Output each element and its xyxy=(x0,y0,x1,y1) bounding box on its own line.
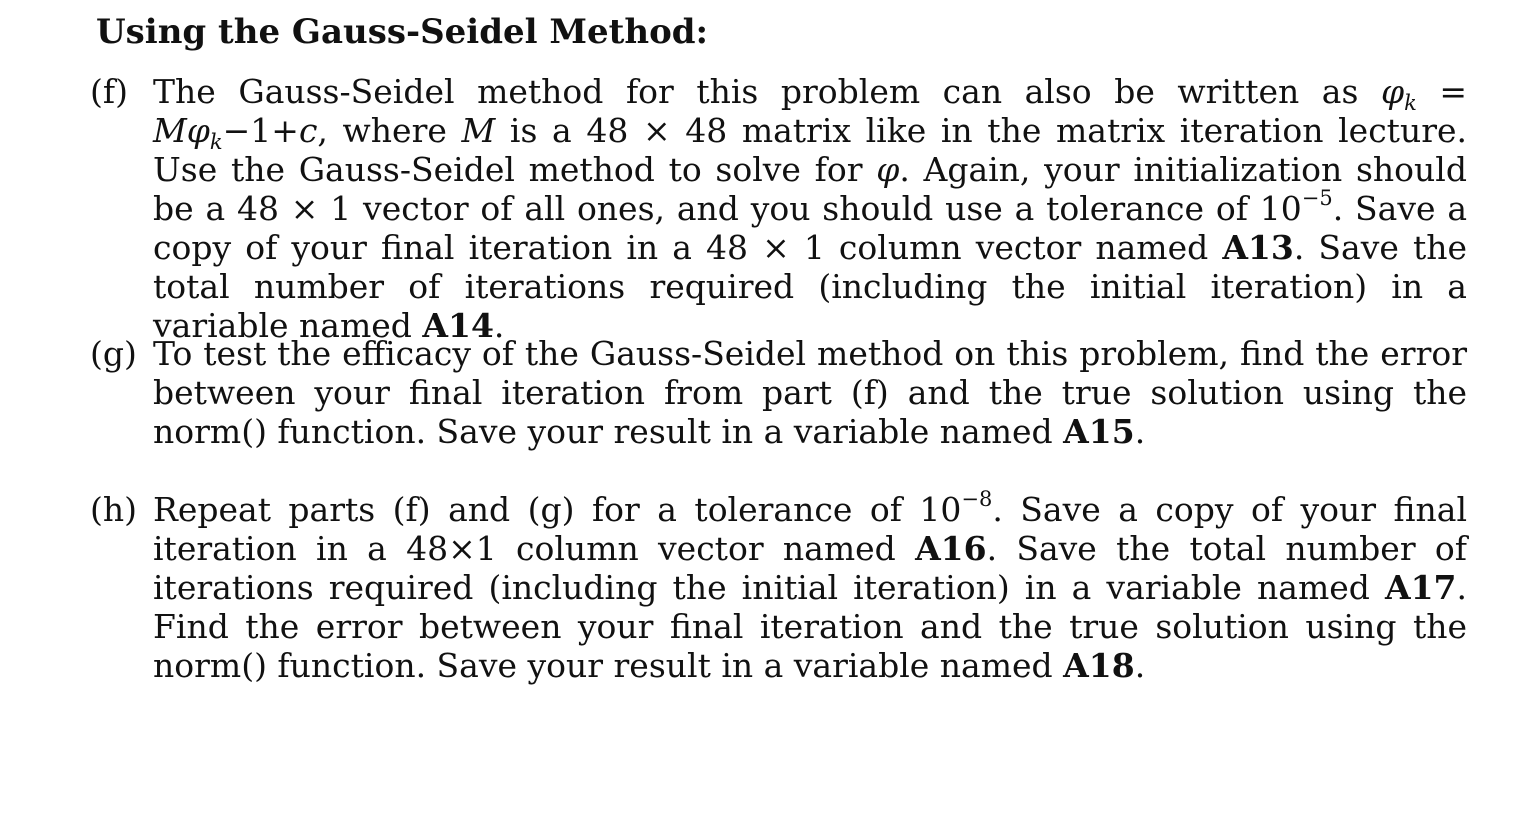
part-g-text-2: . xyxy=(1134,412,1146,451)
part-g-text-1: To test the efficacy of the Gauss-Seidel method on this problem, find the error between your final iteration from part (f) and the true solution using the norm() function. Save your result in a variable named xyxy=(153,334,1467,451)
part-h-text xyxy=(153,487,1467,685)
math-matrix-m-2: M xyxy=(461,111,496,150)
math-c: c xyxy=(298,111,318,150)
part-f-text-3: is a 48 × 48 matrix like in the matrix iteration lecture. Use the Gauss-Seidel method to solve for xyxy=(153,111,1467,189)
math-subscript-k: k xyxy=(1404,91,1417,115)
math-matrix-m: M xyxy=(153,111,187,150)
math-phi-2: φ xyxy=(186,111,210,150)
part-h-label: (h) xyxy=(90,490,138,529)
variable-a16: A16 xyxy=(915,529,987,568)
part-f-text-1: The Gauss-Seidel method for this problem can also be written as xyxy=(153,72,1381,111)
variable-a17: A17 xyxy=(1384,568,1457,607)
part-h-text-4: . Find the error between your final iteration and the true solution using the norm() function. Save your result in a variable named xyxy=(153,568,1467,685)
section-heading: Using the Gauss-Seidel Method: xyxy=(96,12,709,52)
tolerance-exponent-2: −8 xyxy=(961,487,993,511)
part-h-text-5: . xyxy=(1134,646,1146,685)
math-phi: φ xyxy=(1380,72,1405,111)
part-f-text xyxy=(153,72,1467,345)
part-f xyxy=(90,72,1467,345)
part-f-label: (f) xyxy=(90,72,128,111)
part-f-text-5: . Save a copy of your final iteration in a 48 × 1 column vector named xyxy=(153,189,1467,267)
part-f-text-6: . Save the total number of iterations required (including the initial iteration) in a variable named xyxy=(153,228,1467,345)
part-g-label: (g) xyxy=(90,334,137,373)
math-phi-3: φ xyxy=(876,150,900,189)
part-f-text-2: , where xyxy=(317,111,462,150)
part-h-text-1: Repeat parts (f) and (g) for a tolerance of 10 xyxy=(153,490,962,529)
part-g xyxy=(90,334,1467,451)
variable-a15: A15 xyxy=(1063,412,1135,451)
math-subscript-k-2: k xyxy=(209,130,223,154)
variable-a13: A13 xyxy=(1222,228,1294,267)
part-f-text-7: . xyxy=(493,306,505,345)
variable-a18: A18 xyxy=(1063,646,1135,685)
math-minus-one-plus: −1+ xyxy=(222,111,299,150)
part-g-text xyxy=(153,334,1467,451)
part-h xyxy=(90,487,1467,685)
variable-a14: A14 xyxy=(422,306,494,345)
part-h-text-3: . Save the total number of iterations required (including the initial iteration) in a variable named xyxy=(153,529,1467,607)
tolerance-exponent: −5 xyxy=(1301,186,1333,210)
part-f-text-4: . Again, your initialization should be a 48 × 1 vector of all ones, and you should use a tolerance of 10 xyxy=(153,150,1467,228)
part-h-text-2: . Save a copy of your final iteration in a 48×1 column vector named xyxy=(153,490,1467,568)
math-equals: = xyxy=(1416,72,1468,111)
